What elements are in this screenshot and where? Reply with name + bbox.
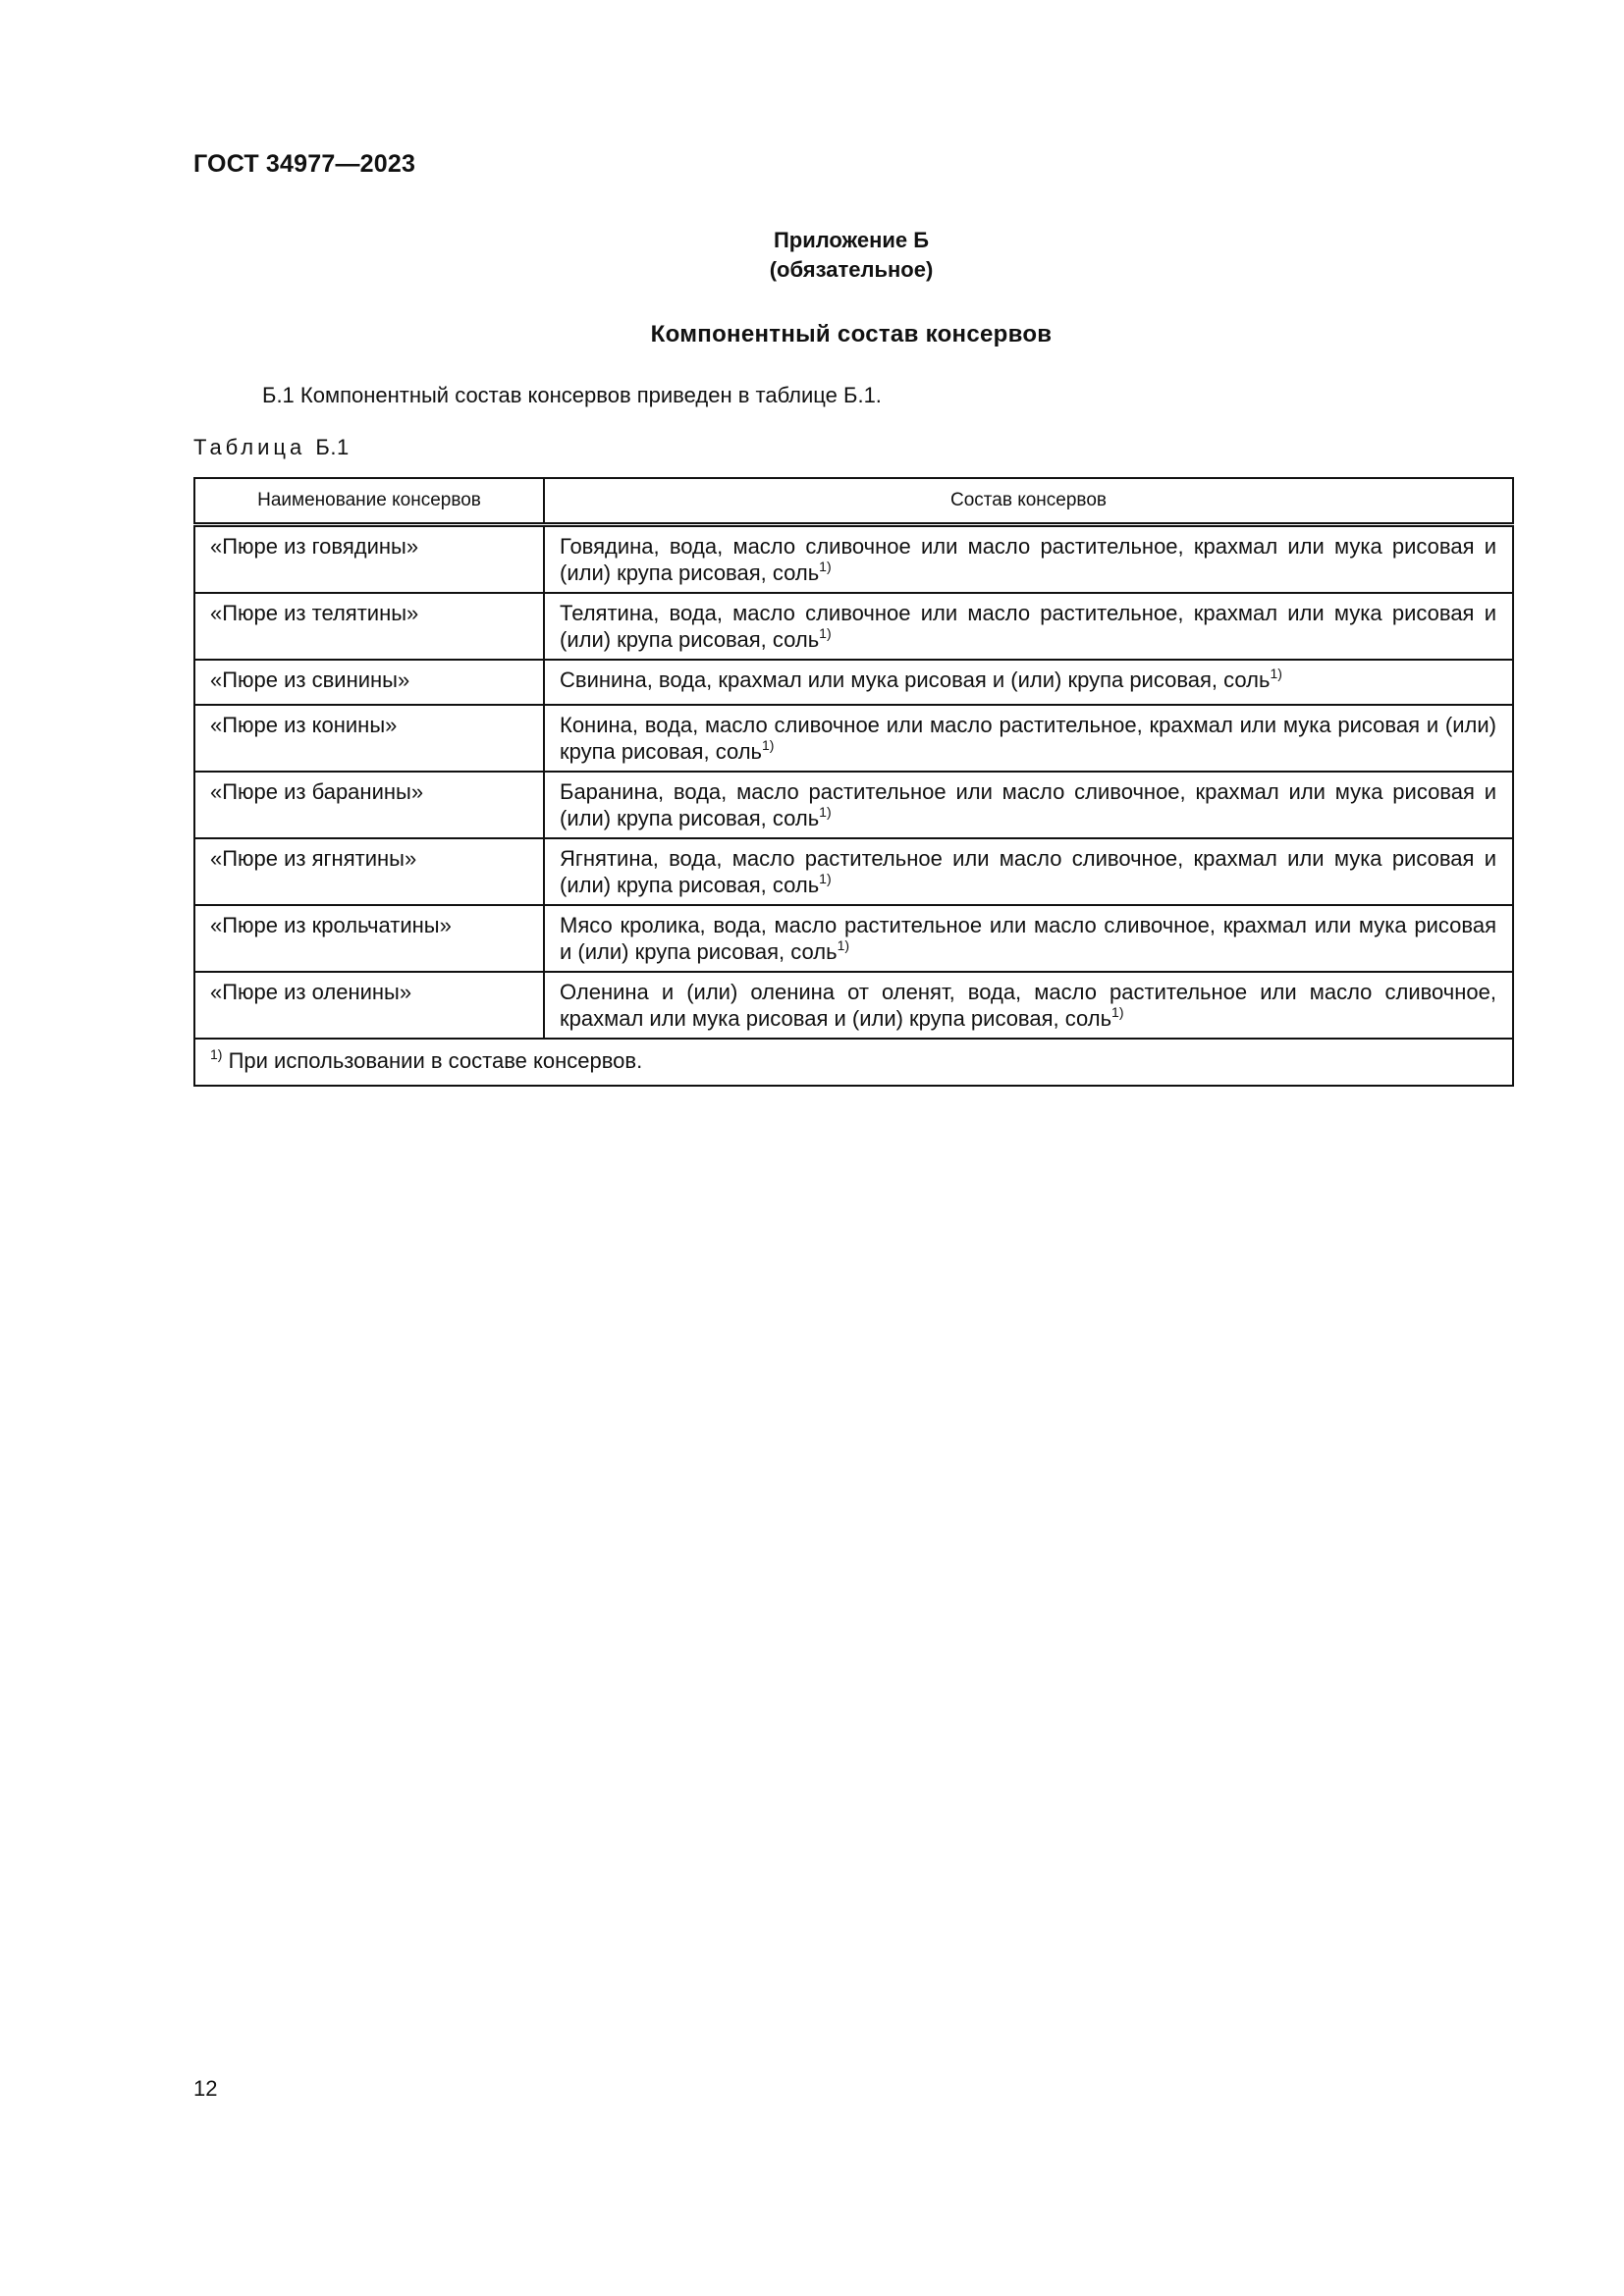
- composition-text: Баранина, вода, масло растительное или масло сливочное, крахмал или мука рисовая и (или) крупа рисовая, соль: [560, 779, 1496, 830]
- product-name-cell: «Пюре из свинины»: [194, 660, 544, 705]
- product-name-cell: «Пюре из говядины»: [194, 525, 544, 594]
- product-name-cell: «Пюре из телятины»: [194, 593, 544, 660]
- table-row: [194, 772, 1513, 838]
- composition-cell: [544, 593, 1513, 660]
- composition-text: Оленина и (или) оленина от оленят, вода, масло растительное или масло сливочное, крахмал или мука рисовая и (или) крупа рисовая, соль: [560, 980, 1496, 1031]
- table-row: [194, 905, 1513, 972]
- composition-cell: [544, 660, 1513, 705]
- composition-table: [193, 477, 1514, 1087]
- composition-cell: [544, 772, 1513, 838]
- footnote-mark: 1): [210, 1046, 223, 1062]
- document-code: ГОСТ 34977—2023: [193, 150, 416, 178]
- composition-cell: [544, 838, 1513, 905]
- composition-text: Конина, вода, масло сливочное или масло растительное, крахмал или мука рисовая и (или) крупа рисовая, соль: [560, 713, 1496, 764]
- table-caption: [193, 435, 350, 460]
- section-title: Компонентный состав консервов: [650, 321, 1053, 347]
- composition-text: Телятина, вода, масло сливочное или масло растительное, крахмал или мука рисовая и (или) крупа рисовая, соль: [560, 601, 1496, 652]
- composition-text: Свинина, вода, крахмал или мука рисовая и (или) крупа рисовая, соль: [560, 667, 1271, 692]
- composition-text: Мясо кролика, вода, масло растительное или масло сливочное, крахмал или мука рисовая и (или) крупа рисовая, соль: [560, 913, 1496, 964]
- footnote-mark: 1): [837, 937, 850, 953]
- product-name-cell: «Пюре из крольчатины»: [194, 905, 544, 972]
- table-caption-label: Таблица: [193, 435, 306, 459]
- table-footnote-row: [194, 1039, 1513, 1086]
- appendix-status: (обязательное): [769, 257, 934, 282]
- table-row: [194, 660, 1513, 705]
- table-row: [194, 838, 1513, 905]
- product-name-cell: «Пюре из конины»: [194, 705, 544, 772]
- appendix-name: Приложение Б: [773, 228, 930, 252]
- intro-paragraph: Б.1 Компонентный состав консервов приведен в таблице Б.1.: [262, 383, 882, 407]
- composition-cell: [544, 525, 1513, 594]
- column-header-composition: Состав консервов: [544, 478, 1513, 525]
- column-header-name: Наименование консервов: [194, 478, 544, 525]
- footnote-mark: 1): [819, 871, 832, 886]
- footnote-mark: 1): [762, 737, 775, 753]
- footnote-mark: 1): [1270, 666, 1282, 681]
- composition-cell: [544, 972, 1513, 1039]
- table-header-row: [194, 478, 1513, 525]
- table-row: [194, 972, 1513, 1039]
- product-name-cell: «Пюре из баранины»: [194, 772, 544, 838]
- footnote-text: При использовании в составе консервов.: [228, 1048, 643, 1073]
- page-number: 12: [193, 2076, 218, 2101]
- product-name-cell: «Пюре из оленины»: [194, 972, 544, 1039]
- footnote-mark: 1): [819, 559, 832, 574]
- table-caption-number: Б.1: [315, 435, 350, 459]
- composition-cell: [544, 905, 1513, 972]
- table-row: [194, 593, 1513, 660]
- composition-cell: [544, 705, 1513, 772]
- footnote-mark: 1): [1111, 1004, 1124, 1020]
- product-name-cell: «Пюре из ягнятины»: [194, 838, 544, 905]
- composition-text: Ягнятина, вода, масло растительное или масло сливочное, крахмал или мука рисовая и (или) крупа рисовая, соль: [560, 846, 1496, 897]
- table-footnote: [194, 1039, 1513, 1086]
- table-row: [194, 525, 1513, 594]
- footnote-mark: 1): [819, 804, 832, 820]
- composition-text: Говядина, вода, масло сливочное или масло растительное, крахмал или мука рисовая и (или) крупа рисовая, соль: [560, 534, 1496, 585]
- table-row: [194, 705, 1513, 772]
- footnote-mark: 1): [819, 625, 832, 641]
